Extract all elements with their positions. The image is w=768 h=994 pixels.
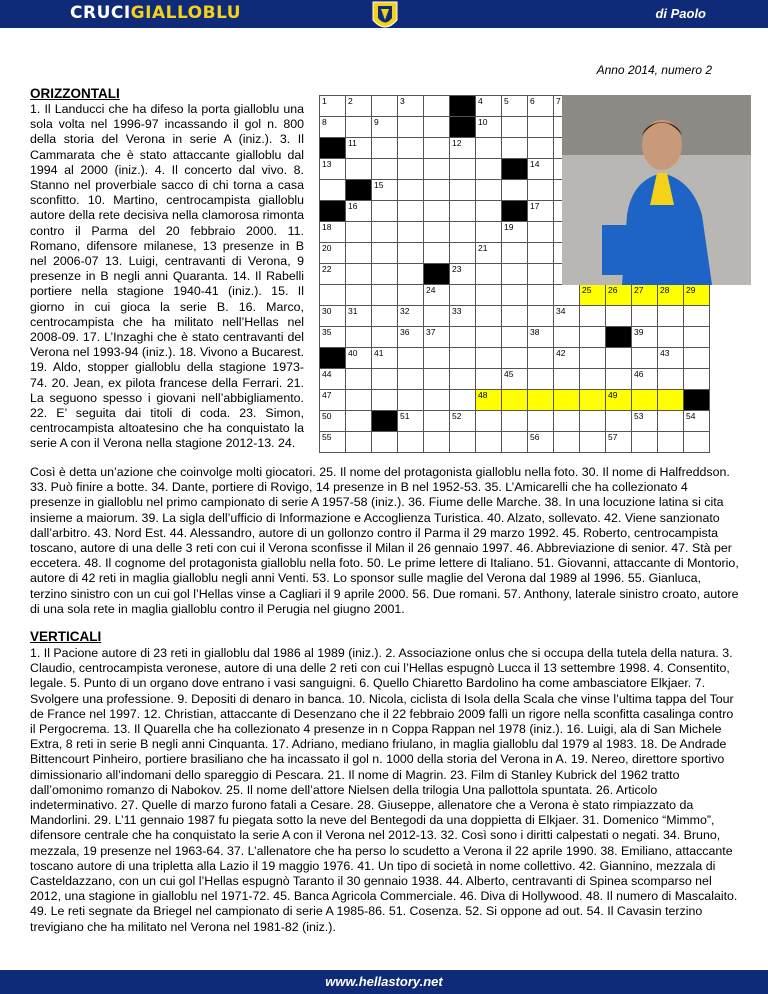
footer-bar <box>0 970 768 994</box>
grid-cell[interactable] <box>606 369 632 390</box>
grid-cell[interactable] <box>554 369 580 390</box>
grid-cell[interactable] <box>346 243 372 264</box>
grid-cell[interactable] <box>658 306 684 327</box>
grid-cell[interactable] <box>476 264 502 285</box>
cell-number: 34 <box>556 306 566 316</box>
grid-cell[interactable] <box>502 222 528 243</box>
grid-cell[interactable] <box>424 117 450 138</box>
grid-cell[interactable] <box>320 180 346 201</box>
grid-cell[interactable] <box>528 348 554 369</box>
grid-row <box>320 348 710 369</box>
cell-number: 2 <box>348 96 353 106</box>
grid-cell[interactable] <box>372 201 398 222</box>
grid-cell[interactable] <box>424 411 450 432</box>
grid-cell[interactable] <box>424 201 450 222</box>
cell-number: 17 <box>530 201 540 211</box>
grid-cell[interactable] <box>320 369 346 390</box>
grid-cell[interactable] <box>450 201 476 222</box>
cell-number: 31 <box>348 306 358 316</box>
grid-cell[interactable] <box>372 327 398 348</box>
grid-cell[interactable] <box>476 243 502 264</box>
grid-row <box>320 327 710 348</box>
grid-cell[interactable] <box>424 348 450 369</box>
grid-cell[interactable] <box>398 117 424 138</box>
grid-row <box>320 306 710 327</box>
grid-cell[interactable] <box>502 327 528 348</box>
grid-cell[interactable] <box>346 264 372 285</box>
grid-cell[interactable] <box>372 243 398 264</box>
grid-cell[interactable] <box>502 432 528 453</box>
grid-cell[interactable] <box>398 264 424 285</box>
grid-cell[interactable] <box>528 306 554 327</box>
orizzontali-clues-column: 1. Il Landucci che ha difeso la porta gialloblu una sola volta nel 1996-97 incassando il gol n. 800 della storia del Verona in serie A (iniz.). 3. Il Cammarata che è stato attaccante gialloblu dal 1994 al 2000 (iniz.). 4. Il concerto dal vivo. 8. Stanno nel proverbiale sacco di chi torna a casa sconfitto. 10. Martino, centrocampista gialloblu autore della rete decisiva nella clamorosa rimonta contro il Parma del 20 febbraio 2000. 11. Romano, difensore milanese, 13 presenze in B nel 2006-07 13. Luigi, centravanti di Verona, 9 presenze in B negli anni Quaranta. 14. Il Rabelli portiere nella stagione 1940-41 (iniz.). 15. Il giorno in cui gioca la serie B. 16. Marco, centrocampista che ha militato nell’Hellas nel 2008-09. 17. L’Inzaghi che è stato centravanti del Verona nel 1993-94 (iniz.). 18. Vivono a Bucarest. 19. Aldo, stopper gialloblu della stagione 1973-74. 20. Jean, ex pilota francese della Ferrari. 21. La seguono spesso i giovani nell’abbigliamento. 22. E’ seguita dai titoli di coda. 23. Simon, centrocampista altoatesino che ha conquistato la serie A con il Verona nella stagione 2012-13. 24. <box>30 102 304 451</box>
grid-cell[interactable] <box>554 432 580 453</box>
grid-cell[interactable] <box>476 222 502 243</box>
grid-cell[interactable] <box>346 432 372 453</box>
black-cell <box>320 201 346 222</box>
cell-number: 50 <box>322 411 332 421</box>
highlighted-cell[interactable] <box>606 390 632 411</box>
grid-cell[interactable] <box>398 390 424 411</box>
grid-cell[interactable] <box>476 411 502 432</box>
grid-cell[interactable] <box>320 159 346 180</box>
grid-cell[interactable] <box>320 243 346 264</box>
grid-cell[interactable] <box>424 390 450 411</box>
highlighted-cell[interactable] <box>580 285 606 306</box>
grid-cell[interactable] <box>424 285 450 306</box>
grid-cell[interactable] <box>320 96 346 117</box>
black-cell <box>346 180 372 201</box>
grid-cell[interactable] <box>450 243 476 264</box>
grid-cell[interactable] <box>320 327 346 348</box>
grid-cell[interactable] <box>606 348 632 369</box>
grid-cell[interactable] <box>424 159 450 180</box>
cell-number: 44 <box>322 369 332 379</box>
black-cell <box>606 327 632 348</box>
black-cell <box>372 411 398 432</box>
hellas-emblem-icon <box>370 0 400 34</box>
grid-cell[interactable] <box>424 222 450 243</box>
grid-cell[interactable] <box>684 432 710 453</box>
grid-cell[interactable] <box>320 432 346 453</box>
grid-cell[interactable] <box>424 243 450 264</box>
cell-number: 37 <box>426 327 436 337</box>
cell-number: 26 <box>608 285 618 295</box>
grid-cell[interactable] <box>580 369 606 390</box>
black-cell <box>424 264 450 285</box>
cell-number: 5 <box>504 96 509 106</box>
cell-number: 41 <box>374 348 384 358</box>
grid-cell[interactable] <box>632 432 658 453</box>
highlighted-cell[interactable] <box>632 285 658 306</box>
grid-cell[interactable] <box>606 432 632 453</box>
grid-cell[interactable] <box>320 411 346 432</box>
grid-cell[interactable] <box>450 264 476 285</box>
grid-row <box>320 369 710 390</box>
cell-number: 40 <box>348 348 358 358</box>
grid-row <box>320 432 710 453</box>
grid-cell[interactable] <box>476 306 502 327</box>
cell-number: 6 <box>530 96 535 106</box>
grid-cell[interactable] <box>424 432 450 453</box>
cell-number: 15 <box>374 180 384 190</box>
black-cell <box>320 138 346 159</box>
cell-number: 30 <box>322 306 332 316</box>
grid-cell[interactable] <box>528 222 554 243</box>
grid-cell[interactable] <box>658 327 684 348</box>
cell-number: 53 <box>634 411 644 421</box>
grid-cell[interactable] <box>346 348 372 369</box>
grid-cell[interactable] <box>398 201 424 222</box>
cell-number: 27 <box>634 285 644 295</box>
cell-number: 8 <box>322 117 327 127</box>
grid-cell[interactable] <box>684 369 710 390</box>
grid-cell[interactable] <box>450 180 476 201</box>
grid-cell[interactable] <box>372 117 398 138</box>
grid-cell[interactable] <box>580 306 606 327</box>
grid-cell[interactable] <box>450 390 476 411</box>
grid-cell[interactable] <box>450 327 476 348</box>
footer-url[interactable]: www.hellastory.net <box>325 974 443 989</box>
cell-number: 22 <box>322 264 332 274</box>
grid-cell[interactable] <box>450 285 476 306</box>
grid-cell[interactable] <box>528 201 554 222</box>
grid-cell[interactable] <box>424 306 450 327</box>
grid-cell[interactable] <box>684 411 710 432</box>
grid-cell[interactable] <box>580 327 606 348</box>
grid-cell[interactable] <box>346 411 372 432</box>
grid-cell[interactable] <box>320 285 346 306</box>
cell-number: 9 <box>374 117 379 127</box>
grid-cell[interactable] <box>346 117 372 138</box>
grid-cell[interactable] <box>450 432 476 453</box>
grid-cell[interactable] <box>476 117 502 138</box>
grid-cell[interactable] <box>320 117 346 138</box>
brand-title: CRUCIGIALLOBLU <box>70 3 242 23</box>
grid-cell[interactable] <box>398 369 424 390</box>
grid-cell[interactable] <box>684 327 710 348</box>
author-label: di Paolo <box>655 6 706 21</box>
grid-cell[interactable] <box>372 159 398 180</box>
highlighted-cell[interactable] <box>554 390 580 411</box>
grid-cell[interactable] <box>346 390 372 411</box>
grid-cell[interactable] <box>320 306 346 327</box>
cell-number: 33 <box>452 306 462 316</box>
cell-number: 29 <box>686 285 696 295</box>
grid-cell[interactable] <box>398 180 424 201</box>
grid-cell[interactable] <box>476 201 502 222</box>
cell-number: 3 <box>400 96 405 106</box>
cell-number: 20 <box>322 243 332 253</box>
grid-cell[interactable] <box>346 369 372 390</box>
grid-cell[interactable] <box>606 411 632 432</box>
grid-cell[interactable] <box>346 159 372 180</box>
orizzontali-heading: ORIZZONTALI <box>30 86 120 101</box>
grid-row <box>320 390 710 411</box>
grid-cell[interactable] <box>372 264 398 285</box>
grid-cell[interactable] <box>502 264 528 285</box>
grid-cell[interactable] <box>372 390 398 411</box>
black-cell <box>502 201 528 222</box>
grid-cell[interactable] <box>502 180 528 201</box>
grid-cell[interactable] <box>528 327 554 348</box>
grid-cell[interactable] <box>398 285 424 306</box>
grid-cell[interactable] <box>372 180 398 201</box>
grid-cell[interactable] <box>658 411 684 432</box>
grid-row <box>320 285 710 306</box>
cell-number: 16 <box>348 201 358 211</box>
grid-cell[interactable] <box>684 348 710 369</box>
cell-number: 56 <box>530 432 540 442</box>
grid-cell[interactable] <box>424 138 450 159</box>
black-cell <box>320 348 346 369</box>
highlighted-cell[interactable] <box>684 285 710 306</box>
grid-cell[interactable] <box>632 348 658 369</box>
grid-cell[interactable] <box>606 306 632 327</box>
cell-number: 1 <box>322 96 327 106</box>
grid-cell[interactable] <box>528 159 554 180</box>
grid-cell[interactable] <box>372 306 398 327</box>
cell-number: 43 <box>660 348 670 358</box>
grid-cell[interactable] <box>502 243 528 264</box>
grid-cell[interactable] <box>476 348 502 369</box>
grid-cell[interactable] <box>476 285 502 306</box>
highlighted-cell[interactable] <box>632 390 658 411</box>
cell-number: 7 <box>556 96 561 106</box>
grid-cell[interactable] <box>528 411 554 432</box>
grid-cell[interactable] <box>502 369 528 390</box>
grid-cell[interactable] <box>658 432 684 453</box>
grid-cell[interactable] <box>346 138 372 159</box>
player-photo <box>562 95 751 285</box>
grid-cell[interactable] <box>554 306 580 327</box>
cell-number: 52 <box>452 411 462 421</box>
grid-cell[interactable] <box>320 264 346 285</box>
issue-label: Anno 2014, numero 2 <box>596 63 712 77</box>
grid-cell[interactable] <box>528 138 554 159</box>
grid-cell[interactable] <box>658 369 684 390</box>
grid-cell[interactable] <box>502 285 528 306</box>
grid-cell[interactable] <box>372 348 398 369</box>
grid-cell[interactable] <box>476 432 502 453</box>
grid-cell[interactable] <box>398 411 424 432</box>
grid-cell[interactable] <box>450 411 476 432</box>
grid-cell[interactable] <box>372 285 398 306</box>
grid-cell[interactable] <box>398 159 424 180</box>
grid-cell[interactable] <box>476 96 502 117</box>
cell-number: 10 <box>478 117 488 127</box>
cell-number: 21 <box>478 243 488 253</box>
cell-number: 12 <box>452 138 462 148</box>
cell-number: 47 <box>322 390 332 400</box>
grid-cell[interactable] <box>320 222 346 243</box>
highlighted-cell[interactable] <box>658 285 684 306</box>
grid-cell[interactable] <box>372 222 398 243</box>
grid-row <box>320 411 710 432</box>
black-cell <box>450 96 476 117</box>
grid-cell[interactable] <box>398 222 424 243</box>
cell-number: 19 <box>504 222 514 232</box>
grid-cell[interactable] <box>346 306 372 327</box>
highlighted-cell[interactable] <box>528 390 554 411</box>
grid-cell[interactable] <box>554 285 580 306</box>
grid-cell[interactable] <box>476 159 502 180</box>
cell-number: 45 <box>504 369 514 379</box>
grid-cell[interactable] <box>502 306 528 327</box>
cell-number: 25 <box>582 285 592 295</box>
grid-cell[interactable] <box>398 327 424 348</box>
cell-number: 36 <box>400 327 410 337</box>
black-cell <box>684 390 710 411</box>
grid-cell[interactable] <box>450 222 476 243</box>
highlighted-cell[interactable] <box>476 390 502 411</box>
grid-cell[interactable] <box>528 117 554 138</box>
grid-cell[interactable] <box>346 327 372 348</box>
grid-cell[interactable] <box>346 201 372 222</box>
grid-cell[interactable] <box>424 180 450 201</box>
grid-cell[interactable] <box>346 285 372 306</box>
grid-cell[interactable] <box>398 432 424 453</box>
grid-cell[interactable] <box>502 138 528 159</box>
grid-cell[interactable] <box>528 180 554 201</box>
header-bar <box>0 0 768 28</box>
cell-number: 42 <box>556 348 566 358</box>
cell-number: 49 <box>608 390 618 400</box>
grid-cell[interactable] <box>372 96 398 117</box>
grid-cell[interactable] <box>580 348 606 369</box>
grid-cell[interactable] <box>502 96 528 117</box>
grid-cell[interactable] <box>398 243 424 264</box>
cell-number: 51 <box>400 411 410 421</box>
black-cell <box>450 117 476 138</box>
grid-cell[interactable] <box>398 138 424 159</box>
grid-cell[interactable] <box>398 306 424 327</box>
grid-cell[interactable] <box>502 411 528 432</box>
grid-cell[interactable] <box>476 180 502 201</box>
grid-cell[interactable] <box>476 327 502 348</box>
verticali-heading: VERTICALI <box>30 629 102 644</box>
grid-cell[interactable] <box>424 369 450 390</box>
grid-cell[interactable] <box>372 138 398 159</box>
orizzontali-clues-continued: Così è detta un’azione che coinvolge molti giocatori. 25. Il nome del protagonista gialloblu nella foto. 30. Il nome di Halfreddson. 33. Può finire a botte. 34. Dante, portiere di Rovigo, 14 presenze in B nel 1952-53. 35. L’Amicarelli che ha collezionato 4 presenze in gialloblu nel primo campionato di serie A 1957-58 (iniz.). 36. Fiume delle Marche. 38. In una locuzione latina si cita insieme a maiorum. 39. La sigla dell’ufficio di Informazione e Accoglienza Turistica. 40. Alzato, sollevato. 42. Viene sanzionato dall’arbitro. 43. Nord Est. 44. Alessandro, autore di un gollonzo contro il Parma il 29 marzo 1992. 45. Roberto, centrocampista toscano, autore di una delle 3 reti con cui il Verona sconfisse il Milan il 26 gennaio 1997. 46. Abbreviazione di senior. 47. Stà per eccetera. 48. Il cognome del protagonista gialloblu nella foto. 50. Le prime lettere di Italiano. 51. Giovanni, attaccante di Montorio, autore di 42 reti in maglia gialloblu negli anni Venti. 53. Lo sponsor sulle maglie del Verona dal 1989 al 1996. 55. Gianluca, terzino sinistro con un cui gol l’Hellas vinse a Cagliari il 9 aprile 2000. 56. Due romani. 57. Anthony, laterale sinistro croato, autore di una sola rete in maglia gialloblu contro il Perugia nel giugno 2001. <box>30 465 739 616</box>
grid-cell[interactable] <box>502 117 528 138</box>
cell-number: 57 <box>608 432 618 442</box>
grid-cell[interactable] <box>554 327 580 348</box>
black-cell <box>502 159 528 180</box>
grid-cell[interactable] <box>528 96 554 117</box>
grid-cell[interactable] <box>528 264 554 285</box>
grid-cell[interactable] <box>502 348 528 369</box>
highlighted-cell[interactable] <box>606 285 632 306</box>
grid-cell[interactable] <box>346 222 372 243</box>
cell-number: 13 <box>322 159 332 169</box>
grid-cell[interactable] <box>580 432 606 453</box>
cell-number: 46 <box>634 369 644 379</box>
grid-cell[interactable] <box>450 348 476 369</box>
grid-cell[interactable] <box>398 348 424 369</box>
verticali-clues: 1. Il Pacione autore di 23 reti in gialloblu dal 1986 al 1989 (iniz.). 2. Associazione onlus che si occupa della tutela della natura. 3. Claudio, centrocampista veronese, autore di una delle 2 reti con cui l’Hellas espugnò Lucca il 13 settembre 1998. 4. Consentito, legale. 5. Punto di un organo dove entrano i vasi sanguigni. 6. Quello Chiaretto Bardolino ha come ambasciatore Elkjaer. 7. Svolgere una professione. 9. Depositi di denaro in banca. 10. Nicola, ciclista di Isola della Scala che vinse l’ultima tappa del Tour de France nel 1997. 12. Christian, attaccante di Desenzano che il 22 febbraio 2009 fallì un rigore nella sconfitta casalinga contro il Pergocrema. 13. Il Quarella che ha collezionato 4 presenze in n Coppa Rappan nel 1978 (iniz.). 16. Luigi, ala di San Michele Extra, 8 reti in serie B negli anni Cinquanta. 17. Adriano, mediano friulano, in maglia gialloblu dal 1979 al 1983. 18. De Andrade Bittencourt Pinheiro, portiere brasiliano che ha incassato il gol n. 1000 della storia del Verona in A. 19. Nereo, direttore sportivo dimissionario all’indomani dello spareggio di Pescara. 21. Il nome di Magrin. 23. Film di Stanley Kubrick del 1962 tratto dall’omonimo romanzo di Nabokov. 25. Il nome dell’attore Nielsen della trilogia Una pallottola spuntata. 26. Articolo indeterminativo. 27. Quelle di marzo furono fatali a Cesare. 28. Giuseppe, allenatore che a Verona è stato rimpiazzato da Mandorlini. 29. L’11 gennaio 1987 fu piegata sotto la neve del Bentegodi da una doppietta di Elkjaer. 31. Domenico “Mimmo”, difensore centrale che ha conquistato la serie A con il Verona nel 2012-13. 32. Così sono i diritti calpestati o negati. 34. Bruno, mezzala, 19 presenze nel 1963-64. 37. L’allenatore che ha perso lo scudetto a Verona il 22 aprile 1990. 38. Emiliano, attaccante toscano autore di una tripletta alla Lazio il 19 maggio 1976. 41. Un tipo di società in nome collettivo. 42. Giannino, mezzala di Casteldazzano, con un cui gol l’Hellas espugnò Taranto il 30 gennaio 1938. 44. Alberto, centravanti di Spinea scomparso nel 2012, una stagione in gialloblu nel 1971-72. 45. Banca Agricola Commerciale. 46. Diva di Hollywood. 48. Il numero di Mascalaito. 49. Le reti segnate da Briegel nel campionato di serie A 1985-86. 51. Cosenza. 52. Si oppone ad out. 54. Il Cavasin terzino trevigiano che ha militato nel Verona nel 1981-82 (iniz.). <box>30 646 738 934</box>
grid-cell[interactable] <box>424 96 450 117</box>
highlighted-cell[interactable] <box>502 390 528 411</box>
grid-cell[interactable] <box>632 306 658 327</box>
grid-cell[interactable] <box>528 285 554 306</box>
cell-number: 55 <box>322 432 332 442</box>
grid-cell[interactable] <box>346 96 372 117</box>
grid-cell[interactable] <box>658 348 684 369</box>
grid-cell[interactable] <box>372 432 398 453</box>
grid-cell[interactable] <box>554 348 580 369</box>
cell-number: 18 <box>322 222 332 232</box>
cell-number: 24 <box>426 285 436 295</box>
cell-number: 48 <box>478 390 488 400</box>
grid-cell[interactable] <box>476 369 502 390</box>
grid-cell[interactable] <box>554 411 580 432</box>
highlighted-cell[interactable] <box>658 390 684 411</box>
cell-number: 32 <box>400 306 410 316</box>
cell-number: 4 <box>478 96 483 106</box>
grid-cell[interactable] <box>528 243 554 264</box>
grid-cell[interactable] <box>632 369 658 390</box>
grid-cell[interactable] <box>528 432 554 453</box>
grid-cell[interactable] <box>632 327 658 348</box>
grid-cell[interactable] <box>632 411 658 432</box>
grid-cell[interactable] <box>476 138 502 159</box>
grid-cell[interactable] <box>528 369 554 390</box>
cell-number: 35 <box>322 327 332 337</box>
grid-cell[interactable] <box>684 306 710 327</box>
grid-cell[interactable] <box>424 327 450 348</box>
cell-number: 38 <box>530 327 540 337</box>
grid-cell[interactable] <box>450 159 476 180</box>
grid-cell[interactable] <box>450 369 476 390</box>
grid-cell[interactable] <box>450 138 476 159</box>
grid-cell[interactable] <box>450 306 476 327</box>
cell-number: 23 <box>452 264 462 274</box>
cell-number: 11 <box>348 138 357 148</box>
cell-number: 14 <box>530 159 540 169</box>
cell-number: 54 <box>686 411 696 421</box>
grid-cell[interactable] <box>580 411 606 432</box>
cell-number: 39 <box>634 327 644 337</box>
highlighted-cell[interactable] <box>580 390 606 411</box>
grid-cell[interactable] <box>320 390 346 411</box>
grid-cell[interactable] <box>398 96 424 117</box>
grid-cell[interactable] <box>372 369 398 390</box>
cell-number: 28 <box>660 285 670 295</box>
